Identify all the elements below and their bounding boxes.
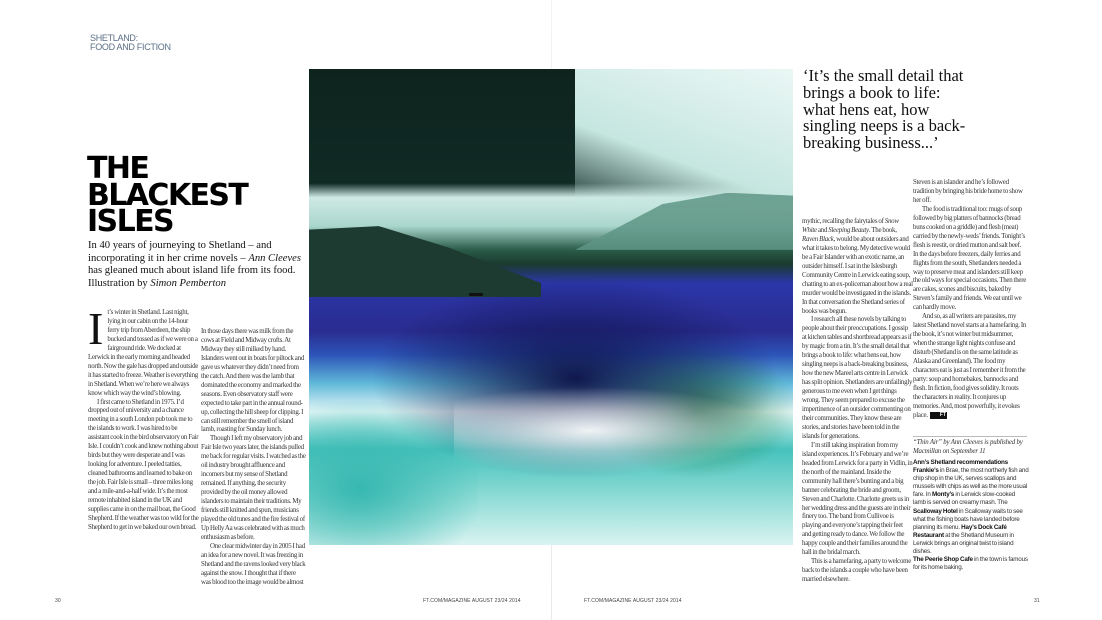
book-caption: “Thin Air” by Ann Cleeves is published by Macmillan on September 11 — [913, 439, 1023, 455]
ft-end-mark-icon: FT — [930, 412, 947, 419]
body-paragraph: And so, as all writers are parasites, my latest Shetland novel starts at a hamefaring. In the book, it’s not winter but midsummer, when the strange light nights confuse and disturb (Shetland is on the same latitude as Alaska and Greenland). The food my characters eat is just as I remember it from the party: soup and homebakes, bannocks and flesh. In fiction, food gives solidity. It roots the characters in reality. It conjures up memories. And, most powerfully, it evokes place. FT — [913, 313, 1027, 419]
headline-line-3: ISLES — [87, 204, 173, 239]
body-paragraph: In those days there was milk from the cows at Field and Midway crofts. At Midway they still milked by hand. Islanders went out in boats for piltock and gave us whatever they didn’t need from the catch. And there was the lamb that dominated the economy and marked the seasons. Even observatory staff were expected to take part in the annual round-up, collecting the hill sheep for clipping. I can still remember the smell of island lamb, roasting for Sunday lunch. — [201, 328, 305, 434]
body-paragraph: mythic, recalling the fairytales of Snow White and Sleeping Beauty. The book, Raven Black, would be about outsiders and what it takes to belong. My detective would be a Fair Islander with an exotic name, an outsider himself. I sat in the Islesburgh Community Centre in Lerwick eating soup, chatting to an ex-policeman about how a real murder would be investigated in the islands. In that conversation the Shetland series of books was begun. — [802, 218, 913, 315]
book-info — [913, 436, 1027, 457]
page-number-left: 30 — [55, 598, 61, 604]
body-paragraph: The food is traditional too: mugs of soup followed by big platters of bannocks (bread buns cooked on a griddle) and flesh (meat) carried by the newly-weds’ friends. Tonight’s flesh is reestit, or dried mutton and salt beef. In the days before freezers, daily ferries and flights from the south, Shetlanders needed a way to preserve meat and islanders still keep the old ways for special occasions. Then there are cakes, scones and biscuits, baked by Steven’s family and friends. We eat until we can hardly move. — [913, 205, 1027, 312]
illustration-wave — [309, 402, 478, 545]
illustration-sky — [575, 69, 793, 212]
bold-text: Scalloway Hotel — [913, 507, 958, 515]
page-number-right: 31 — [1034, 598, 1040, 604]
body-paragraph: One clear midwinter day in 2005 I had an idea for a new novel. It was freezing in Shetland and the ravens looked very black against the snow. I thought that if there was blood too the image would be almost — [201, 542, 306, 586]
folio-left: FT.COM/MAGAZINE AUGUST 23/24 2014 — [423, 598, 521, 604]
standfirst: In 40 years of journeying to Shetland – and incorporating it in her crime novels – Ann Cleeves has gleaned much about island life from its food. Illustration by Simon Pemberton — [88, 240, 301, 289]
bold-text: Monty’s — [931, 491, 955, 499]
column-4-text — [913, 179, 1027, 421]
illustration-boat — [469, 293, 483, 296]
pull-quote: ‘It’s the small detail that brings a book to life: what hens eat, how singling neeps is a back-breaking business...’ — [803, 66, 966, 153]
drop-cap: I — [88, 303, 104, 354]
illustration-foam — [454, 383, 793, 478]
headline-line-1: THE — [87, 151, 149, 186]
recommendation-paragraph: The Peerie Shop Cafe in the town is famous for its home baking. — [913, 556, 1028, 572]
body-paragraph: Though I left my observatory job and Fair Isle two years later, the islands pulled me back for regular visits. I watched as the oil industry brought affluence and incomers but my sense of Shetland remained. If anything, the security provided by the oil money allowed islanders to maintain their traditions. My friends still knitted and spun, musicians played the old tunes and the fire festival of Up Helly Aa was celebrated with as much enthusiasm as before. — [201, 435, 306, 541]
bold-text: Frankie’s — [913, 467, 939, 475]
body-column-1 — [88, 303, 199, 533]
body-paragraph: I research all these novels by talking to people about their preoccupations. I gossip at kitchen tables and shortbread appears as if by magic from a tin. It’s the small detail that brings a book to life: what hens eat, how singling neeps is a back-breaking business, how the new Mareel arts centre in Lerwick has split opinion. Shetlanders are unfailingly generous to me even when I get things wrong. They seem prepared to excuse the impertinence of an outsider commenting on their communities. They know these are stories, and stories have been told in the islands for generations. — [802, 316, 913, 440]
column-3-text — [802, 218, 913, 585]
body-paragraph: I’m still taking inspiration from my island experiences. It’s February and we’re headed from Lerwick for a party in Vidlin, in the north of the mainland. Inside the community hall there’s bunting and a big banner celebrating the bride and groom, Steven and Charlotte. Charlotte greets us in her wedding dress and the guests are in their finery too. The band from Cullivoe is playing and everyone’s tapping their feet and getting ready to dance. We follow the happy couple and their families around the hall in the bridal march. — [802, 441, 913, 557]
bold-text: Ann’s Shetland recommendations — [913, 459, 1008, 466]
body-column-2 — [201, 328, 306, 588]
column-2-text — [201, 328, 306, 588]
bold-text: Hay’s Dock Café Restaurant — [913, 523, 1007, 539]
illustration-headland — [309, 226, 541, 297]
body-paragraph: Steven is an islander and he’s followed tradition by bringing his bride home to show her off. — [913, 179, 1023, 204]
italic-text: Simon Pemberton — [150, 277, 227, 289]
body-paragraph: I first came to Shetland in 1975. I’d dropped out of university and a chance meeting in a south London pub took me to the islands to work. I was hired to be assistant cook in the bird observatory on Fair Isle. I couldn’t cook and knew nothing about birds but they were desperate and I was looking for adventure. I peeled tatties, cleaned bathrooms and learned to bake on the job. Fair Isle is small – three miles long and a mile-and-a-half wide. It’s the most remote inhabited island in the UK and supplies came in on the mail boat, the Good Shepherd. If the weather was too wild for the Shepherd to get in we baked our own bread. — [88, 398, 199, 531]
body-column-4 — [913, 179, 1027, 421]
section-kicker — [90, 34, 171, 52]
recommendations-box — [913, 459, 1029, 572]
body-paragraph: t’s winter in Shetland. Last night, lying in our cabin on the 14-hour ferry trip from Aberdeen, the ship bucked and tossed as if we were on a fairground ride. We docked at Lerwick in the early morning and headed north. Now the gale has dropped and outside it has started to freeze. Weather is everything in Shetland. When we’re here we always know which way the wind’s blowing. — [88, 309, 199, 397]
italic-text: Sleeping Beauty — [828, 226, 869, 234]
body-column-3 — [802, 218, 913, 585]
recommendation-paragraph — [913, 459, 1029, 467]
headline-line-2: BLACKEST — [87, 177, 248, 213]
kicker-line-1: SHETLAND: — [90, 33, 138, 43]
italic-text: Ann Cleeves — [248, 252, 301, 264]
italic-text: Raven Black — [802, 235, 834, 243]
bold-text: The Peerie Shop Cafe — [913, 556, 973, 564]
headline — [87, 151, 248, 239]
column-1-text — [88, 303, 199, 533]
folio-right: FT.COM/MAGAZINE AUGUST 23/24 2014 — [584, 598, 682, 604]
body-paragraph: This is a hamefaring, a party to welcome back to the islands a couple who have been married elsewhere. — [802, 558, 912, 584]
kicker-line-2: FOOD AND FICTION — [90, 42, 171, 52]
recommendation-paragraph: Frankie’s in Brae, the most northerly fish and chip shop in the UK, serves scallops and mussels with chips as well as the more usual fare. In Monty’s in Lerwick slow-cooked lamb is served on creamy mash. The Scalloway Hotel in Scalloway waits to see what the fishing boats have landed before planning its menu. Hay’s Dock Café Restaurant at the Shetland Museum in Lerwick brings an original twist to island dishes. — [913, 467, 1029, 556]
italic-text: Snow White — [802, 218, 899, 234]
illustration-seascape — [309, 69, 793, 545]
